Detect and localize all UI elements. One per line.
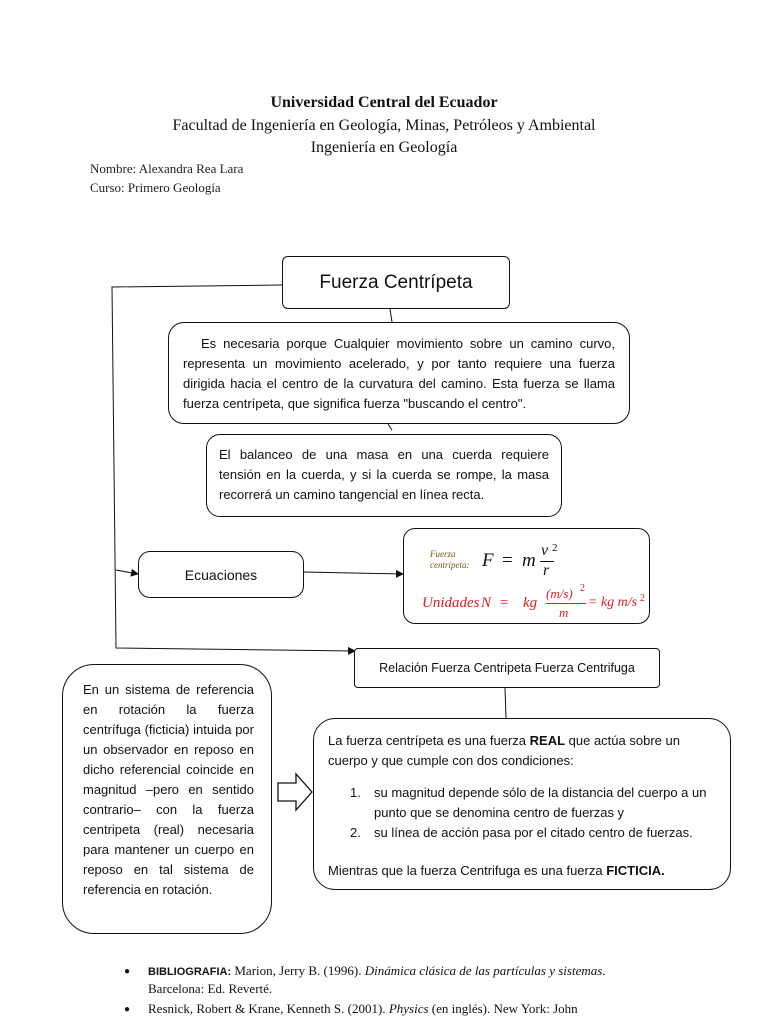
example-box xyxy=(206,434,562,517)
centrifugal-text: En un sistema de referencia en rotación la fuerza centrífuga (ficticia) intuida por un observador en reposo en dicho referencial coincide en magnitud –pero en sentido contrario– con la fuerza centripeta (real) necesaria para mantener un cuerpo en reposo en tal sistema de referencia en rotación. xyxy=(83,682,254,897)
bullet-icon: ● xyxy=(124,966,131,977)
formula-v-exponent: 2 xyxy=(552,542,558,554)
bibliography-ref-1-publisher: Barcelona: Ed. Reverté. xyxy=(148,981,273,996)
units-ms: (m/s) xyxy=(546,586,573,601)
units-m-denominator: m xyxy=(559,605,569,620)
formula-equals: = xyxy=(502,550,513,571)
formula-label: Fuerza centrípeta: xyxy=(430,549,470,570)
concept-title-box xyxy=(282,256,510,309)
equations-label: Ecuaciones xyxy=(184,566,258,583)
formula-m: m xyxy=(522,550,536,571)
definition-text: Es necesaria porque Cualquier movimiento sobre un camino curvo, representa un movimiento acelerado, y por tanto requiere una fuerza dirigida hacia el centro de la curvatura del camino. Esta fuerza se llama fuerza centrípeta, que significa fuerza "buscando el centro". xyxy=(183,336,615,411)
formula-box xyxy=(403,528,650,624)
units-result-exponent: 2 xyxy=(640,593,645,604)
faculty-title: Facultad de Ingeniería en Geología, Minas, Petróleos y Ambiental xyxy=(172,117,596,134)
real-force-box xyxy=(313,718,731,890)
career-title: Ingeniería en Geología xyxy=(310,139,458,156)
relation-box xyxy=(354,648,660,688)
formula-r: r xyxy=(543,562,550,579)
condition-item-1: 1. su magnitud depende sólo de la distancia del cuerpo a un punto que se denomina centro de fuerzas y xyxy=(350,785,707,820)
formula-F: F xyxy=(482,550,494,571)
units-result: = kg m/s xyxy=(588,595,638,610)
relation-label: Relación Fuerza Centripeta Fuerza Centrifuga xyxy=(379,661,635,675)
units-equals: = xyxy=(500,595,509,611)
real-force-closing: Mientras que la fuerza Centrifuga es una fuerza FICTICIA. xyxy=(328,863,665,878)
condition-item-2: 2. su línea de acción pasa por el citado centro de fuerzas. xyxy=(350,825,693,840)
units-ms-exponent: 2 xyxy=(580,583,585,594)
definition-box xyxy=(168,322,630,424)
equations-box xyxy=(138,551,304,598)
formula-v: v xyxy=(541,542,549,559)
centrifugal-box xyxy=(62,664,272,934)
units-N: N xyxy=(481,595,492,611)
university-title: Universidad Central del Ecuador xyxy=(270,94,498,111)
example-text: El balanceo de una masa en una cuerda requiere tensión en la cuerda, y si la cuerda se rompe, la masa recorrerá un camino tangencial en línea recta. xyxy=(219,447,549,502)
units-label: Unidades xyxy=(422,595,480,611)
bibliography-ref-2: ● Resnick, Robert & Krane, Kenneth S. (2001). Physics (en inglés). New York: John xyxy=(148,1000,748,1018)
real-force-intro: La fuerza centrípeta es una fuerza REAL que actúa sobre un cuerpo y que cumple con dos condiciones: xyxy=(328,733,680,768)
concept-title: Fuerza Centrípeta xyxy=(319,271,473,293)
units-kg: kg xyxy=(523,595,538,611)
bullet-icon: ● xyxy=(124,1004,131,1015)
student-course: Curso: Primero Geología xyxy=(90,180,221,195)
student-name: Nombre: Alexandra Rea Lara xyxy=(90,161,244,176)
bibliography-ref-1: ● BIBLIOGRAFIA: Marion, Jerry B. (1996). Dinámica clásica de las partículas y sistemas. xyxy=(148,962,748,981)
